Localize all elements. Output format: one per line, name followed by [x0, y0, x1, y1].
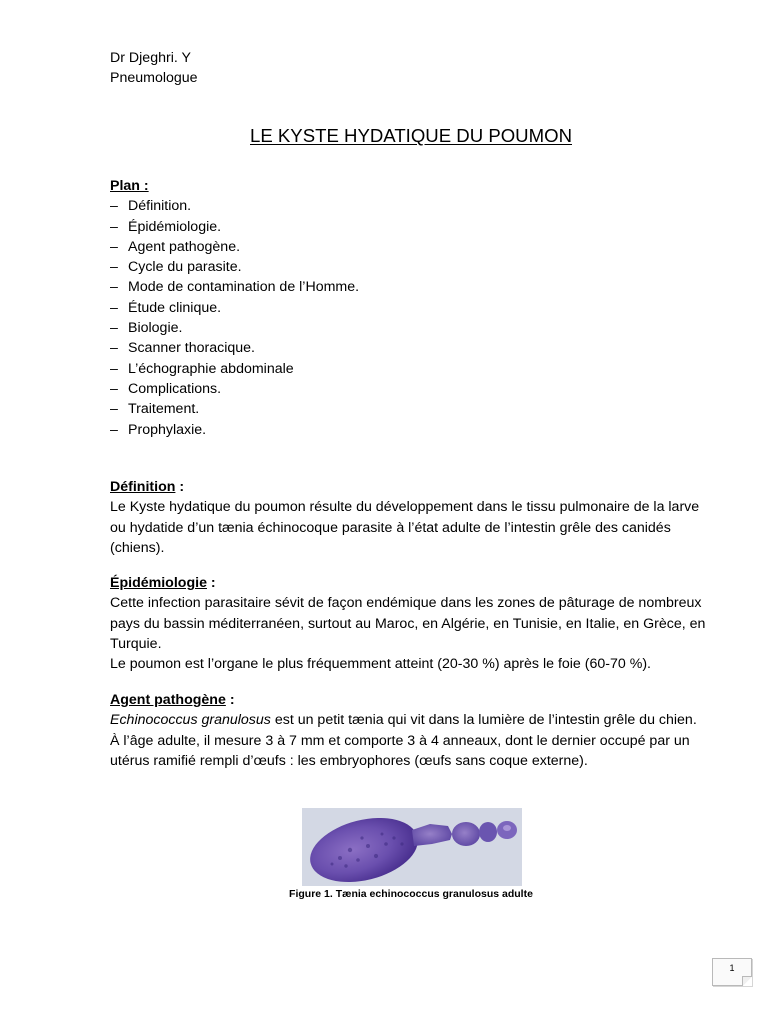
dash-bullet-icon: –	[110, 279, 118, 296]
plan-item-label: Biologie.	[128, 320, 183, 337]
dash-bullet-icon: –	[110, 401, 118, 418]
epidemiology-heading-line	[110, 573, 710, 593]
dash-bullet-icon: –	[110, 218, 118, 235]
definition-section	[110, 477, 710, 558]
epidemiology-paragraph-2: Le poumon est l’organe le plus fréquemment atteint (20-30 %) après le foie (60-70 %).	[110, 656, 651, 673]
author-specialty: Pneumologue	[110, 70, 198, 87]
page-fold-icon	[742, 976, 752, 986]
plan-list-item	[110, 379, 710, 399]
agent-heading-line	[110, 690, 710, 710]
taenia-micrograph-image	[302, 808, 522, 886]
plan-item-label: Traitement.	[128, 401, 200, 418]
dash-bullet-icon: –	[110, 238, 118, 255]
author-name: Dr Djeghri. Y	[110, 50, 191, 66]
taenia-illustration	[302, 808, 522, 886]
page-number-box	[712, 958, 752, 986]
plan-heading-suffix: :	[139, 178, 149, 194]
plan-heading-line	[110, 176, 710, 196]
definition-heading: Définition	[110, 479, 176, 495]
plan-item-label: Étude clinique.	[128, 299, 222, 316]
plan-list	[110, 196, 710, 440]
plan-list-item	[110, 217, 710, 237]
document-title: LE KYSTE HYDATIQUE DU POUMON	[250, 125, 572, 146]
epidemiology-section	[110, 573, 710, 674]
dash-bullet-icon: –	[110, 340, 118, 357]
plan-list-item	[110, 399, 710, 419]
plan-item-label: Prophylaxie.	[128, 421, 207, 438]
agent-paragraph-2: À l’âge adulte, il mesure 3 à 7 mm et comporte 3 à 4 anneaux, dont le dernier occupé par un utérus ramifié rempli d’œufs : les embryophores (œufs sans coque externe).	[110, 732, 690, 769]
definition-text: Le Kyste hydatique du poumon résulte du développement dans le tissu pulmonaire de la larve ou hydatide d’un tænia échinocoque parasite à l’état adulte de l’intestin grêle des canidés (chiens).	[110, 499, 700, 556]
plan-item-label: Scanner thoracique.	[128, 340, 255, 357]
agent-paragraph-1-rest: est un petit tænia qui vit dans la lumière de l’intestin grêle du chien.	[270, 712, 697, 729]
plan-list-item	[110, 298, 710, 318]
agent-paragraph-1	[110, 710, 710, 730]
epidemiology-heading: Épidémiologie	[110, 575, 207, 591]
plan-item-label: Agent pathogène.	[128, 238, 241, 255]
epidemiology-paragraph-1: Cette infection parasitaire sévit de façon endémique dans les zones de pâturage de nombreux pays du bassin méditerranéen, surtout au Maroc, en Algérie, en Tunisie, en Italie, en Grèce, en Turquie.	[110, 595, 706, 652]
plan-section	[110, 176, 710, 440]
plan-list-item	[110, 359, 710, 379]
dash-bullet-icon: –	[110, 380, 118, 397]
plan-list-item	[110, 420, 710, 440]
plan-list-item	[110, 318, 710, 338]
definition-heading-suffix: :	[175, 479, 185, 495]
dash-bullet-icon: –	[110, 421, 118, 438]
dash-bullet-icon: –	[110, 360, 118, 377]
plan-list-item	[110, 196, 710, 216]
epidemiology-heading-suffix: :	[206, 575, 216, 591]
plan-list-item	[110, 237, 710, 257]
agent-section	[110, 690, 710, 771]
author-block	[110, 48, 198, 89]
page-number: 1	[729, 963, 735, 973]
definition-heading-line	[110, 477, 710, 497]
plan-list-item	[110, 277, 710, 297]
plan-item-label: Complications.	[128, 380, 222, 397]
agent-heading-suffix: :	[225, 692, 235, 708]
plan-heading: Plan	[110, 178, 140, 194]
immature-segment-shape	[452, 822, 480, 846]
dash-bullet-icon: –	[110, 259, 118, 276]
species-name: Echinococcus granulosus	[110, 712, 271, 729]
plan-list-item	[110, 338, 710, 358]
plan-item-label: Définition.	[128, 198, 192, 215]
dash-bullet-icon: –	[110, 198, 118, 215]
plan-item-label: L’échographie abdominale	[128, 360, 294, 377]
plan-item-label: Mode de contamination de l’Homme.	[128, 279, 360, 296]
dash-bullet-icon: –	[110, 320, 118, 337]
plan-list-item	[110, 257, 710, 277]
figure-caption: Figure 1. Tænia echinococcus granulosus adulte	[289, 888, 533, 900]
plan-item-label: Épidémiologie.	[128, 218, 222, 235]
dash-bullet-icon: –	[110, 299, 118, 316]
agent-heading: Agent pathogène	[110, 692, 226, 708]
plan-item-label: Cycle du parasite.	[128, 259, 242, 276]
